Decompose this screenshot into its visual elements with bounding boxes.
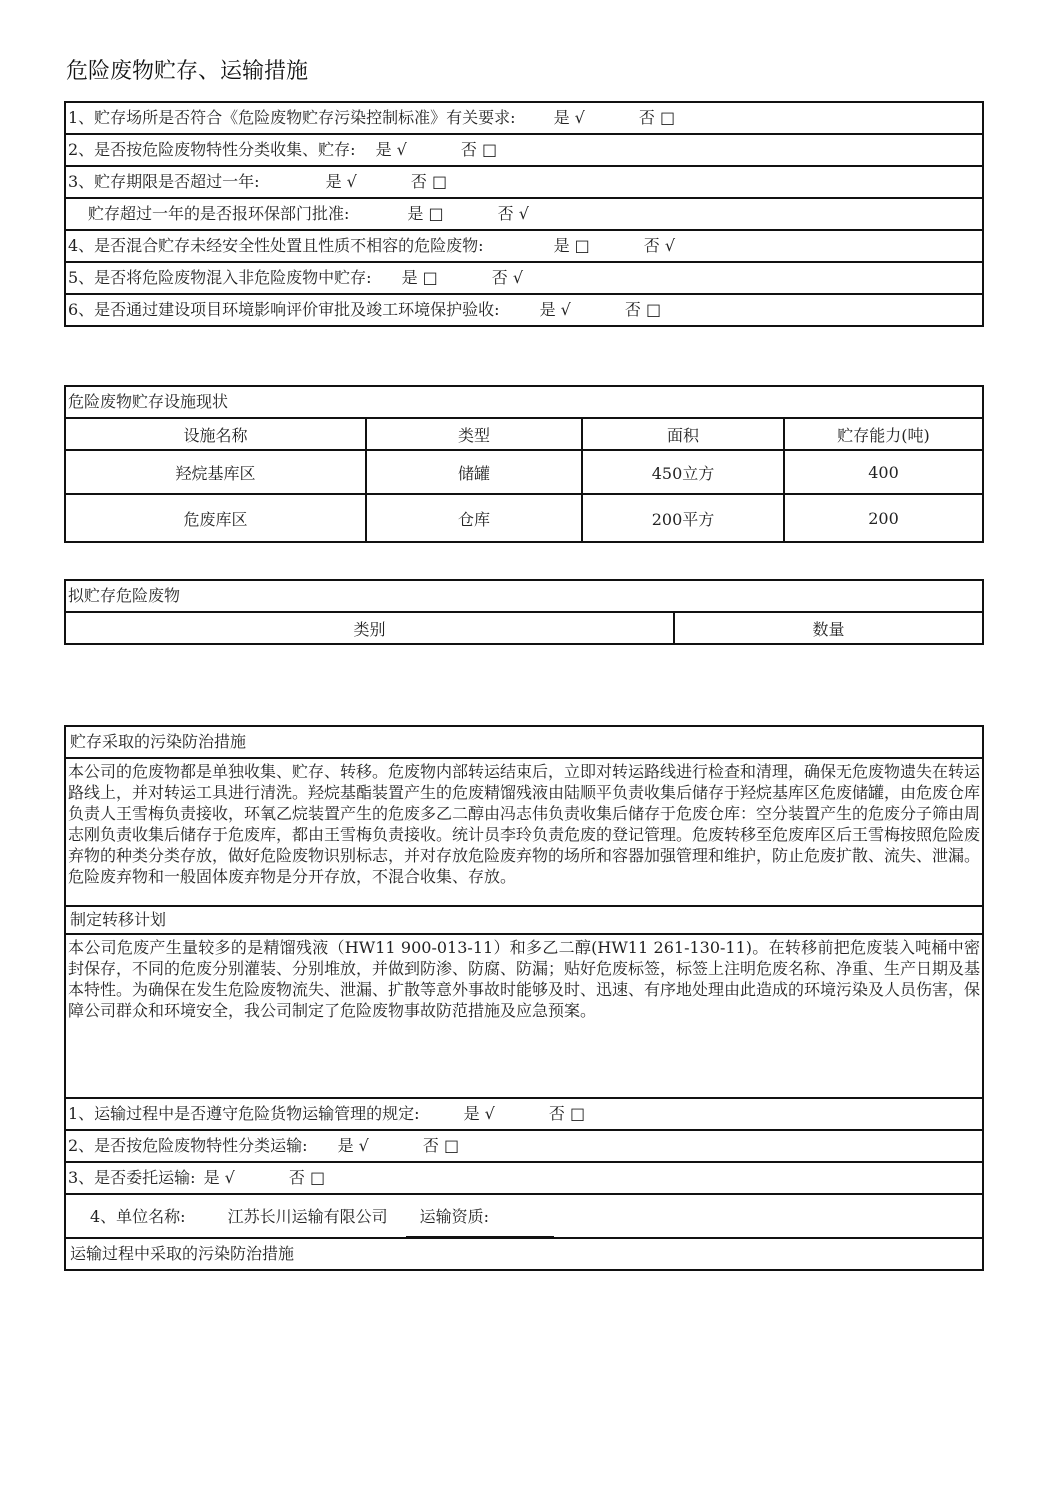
plan-heading: 制定转移计划 bbox=[66, 907, 982, 935]
column-header: 面积 bbox=[583, 419, 785, 449]
table-cell: 仓库 bbox=[367, 495, 583, 541]
question-text: 4、是否混合贮存未经安全性处置且性质不相容的危险废物: bbox=[68, 236, 484, 255]
no-check: 否 □ bbox=[422, 1136, 460, 1155]
transport-measures-heading: 运输过程中采取的污染防治措施 bbox=[70, 1244, 295, 1263]
yes-check: 是 □ bbox=[553, 236, 590, 255]
question-text: 1、贮存场所是否符合《危险废物贮存污染控制标准》有关要求: bbox=[68, 108, 516, 127]
no-check: 否 □ bbox=[288, 1168, 326, 1187]
yes-check: 是 □ bbox=[407, 204, 444, 223]
yes-check: 是 √ bbox=[553, 108, 585, 127]
qualification-label: 运输资质: bbox=[419, 1207, 489, 1226]
planned-heading: 拟贮存危险废物 bbox=[66, 581, 982, 613]
question-text: 1、运输过程中是否遵守危险货物运输管理的规定: bbox=[68, 1104, 420, 1123]
transport-row bbox=[66, 1131, 982, 1163]
checklist-row bbox=[66, 167, 982, 199]
column-header: 贮存能力(吨) bbox=[837, 425, 930, 445]
no-check: 否 □ bbox=[548, 1104, 586, 1123]
planned-waste-table bbox=[64, 579, 984, 645]
measures-section bbox=[64, 725, 984, 1271]
table-cell: 450立方 bbox=[583, 451, 785, 493]
no-check: 否 □ bbox=[460, 140, 498, 159]
no-check: 否 √ bbox=[497, 204, 529, 223]
checklist-row bbox=[66, 231, 982, 263]
column-header: 类型 bbox=[367, 419, 583, 449]
question-text: 5、是否将危险废物混入非危险废物中贮存: bbox=[68, 268, 372, 287]
facility-table bbox=[64, 385, 984, 543]
question-text: 2、是否按危险废物特性分类收集、贮存: bbox=[68, 140, 356, 159]
page-title: 危险废物贮存、运输措施 bbox=[66, 59, 309, 84]
question-text: 贮存超过一年的是否报环保部门批准: bbox=[88, 204, 350, 223]
no-check: 否 □ bbox=[410, 172, 448, 191]
no-check: 否 √ bbox=[491, 268, 524, 287]
transport-row bbox=[66, 1099, 982, 1131]
no-check: 否 □ bbox=[638, 108, 676, 127]
facility-heading: 危险废物贮存设施现状 bbox=[66, 387, 982, 419]
table-cell: 200 bbox=[868, 508, 899, 528]
yes-check: 是 √ bbox=[539, 300, 571, 319]
question-text: 3、贮存期限是否超过一年: bbox=[68, 172, 260, 191]
yes-check: 是 √ bbox=[463, 1104, 495, 1123]
checklist-row bbox=[66, 103, 982, 135]
column-header: 数量 bbox=[812, 619, 845, 639]
transport-row bbox=[66, 1163, 982, 1195]
question-text: 3、是否委托运输: bbox=[68, 1168, 196, 1187]
checklist-row bbox=[66, 199, 982, 231]
checklist-row bbox=[66, 135, 982, 167]
checklist-row bbox=[66, 295, 982, 325]
table-header-row bbox=[66, 419, 982, 451]
yes-check: 是 √ bbox=[203, 1168, 235, 1187]
measures-heading: 贮存采取的污染防治措施 bbox=[66, 727, 982, 759]
yes-check: 是 √ bbox=[325, 172, 357, 191]
storage-checklist bbox=[64, 101, 984, 327]
no-check: 否 □ bbox=[624, 300, 662, 319]
yes-check: 是 √ bbox=[375, 140, 407, 159]
table-row bbox=[66, 495, 982, 541]
qualification-underline bbox=[406, 1236, 554, 1238]
question-text: 6、是否通过建设项目环境影响评价审批及竣工环境保护验收: bbox=[68, 300, 500, 319]
table-cell: 羟烷基库区 bbox=[66, 451, 367, 493]
table-cell: 400 bbox=[868, 462, 899, 482]
yes-check: 是 □ bbox=[401, 268, 438, 287]
table-cell: 储罐 bbox=[367, 451, 583, 493]
column-header: 设施名称 bbox=[66, 419, 367, 449]
carrier-label: 4、单位名称: bbox=[90, 1207, 186, 1226]
measures-text: 本公司的危废物都是单独收集、贮存、转移。危废物内部转运结束后，立即对转运路线进行检查和清理，确保无危废物遗失在转运路线上，并对转运工具进行清洗。羟烷基酯装置产生的危废精馏残液由陆顺平负责收集后储存于羟烷基库区危废储罐，由危废仓库负责人王雪梅负责接收，环氧乙烷装置产生的危废多乙二醇由冯志伟负责收集后储存于危废仓库：空分装置产生的危废分子筛由周志刚负责收集后储存于危废库，都由王雪梅负责接收。统计员李玲负责危废的登记管理。危废转移至危废库区后王雪梅按照危险废弃物的种类分类存放，做好危险废物识别标志，并对存放危险废弃物的场所和容器加强管理和维护，防止危废扩散、流失、泄漏。危险废弃物和一般固体废弃物是分开存放，不混合收集、存放。 bbox=[66, 759, 982, 907]
column-header: 类别 bbox=[66, 613, 675, 643]
table-row bbox=[66, 451, 982, 495]
carrier-name: 江苏长川运输有限公司 bbox=[227, 1207, 388, 1226]
carrier-row bbox=[66, 1195, 982, 1239]
table-cell: 200平方 bbox=[583, 495, 785, 541]
yes-check: 是 √ bbox=[337, 1136, 369, 1155]
question-text: 2、是否按危险废物特性分类运输: bbox=[68, 1136, 308, 1155]
checklist-row bbox=[66, 263, 982, 295]
table-cell: 危废库区 bbox=[66, 495, 367, 541]
table-header-row bbox=[66, 613, 982, 643]
no-check: 否 √ bbox=[643, 236, 676, 255]
plan-text: 本公司危废产生量较多的是精馏残液（HW11 900-013-11）和多乙二醇(HW11 261-130-11)。在转移前把危废装入吨桶中密封保存，不同的危废分别灌装、分别堆放，并做到防渗、防腐、防漏；贴好危废标签，标签上注明危废名称、净重、生产日期及基本特性。为确保在发生危险废物流失、泄漏、扩散等意外事故时能够及时、迅速、有序地处理由此造成的环境污染及人员伤害，保障公司群众和环境安全，我公司制定了危险废物事故防范措施及应急预案。 bbox=[66, 935, 982, 1099]
